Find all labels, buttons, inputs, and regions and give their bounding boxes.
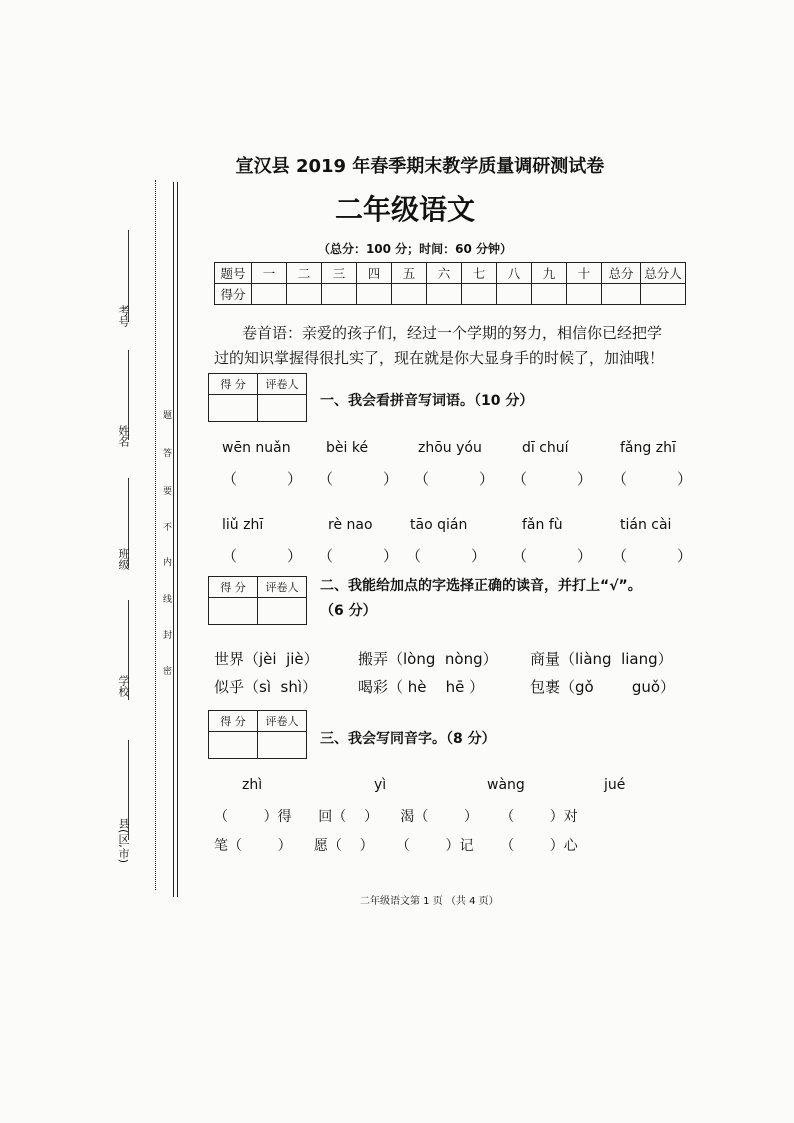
seal-char: 线 xyxy=(161,594,171,603)
section-3-title: 三、我会写同音字。（8 分） xyxy=(320,731,496,747)
homophone-row-1[interactable]: （ ）得 回（ ） 渴（ ） （ ）对 xyxy=(214,809,578,825)
score-cell xyxy=(209,732,258,759)
page-footer: 二年级语文第 1 页 （共 4 页） xyxy=(360,896,499,907)
reading-item[interactable]: 商量（liàng liang） xyxy=(530,650,673,668)
paren: （ xyxy=(414,470,430,488)
paren: （ xyxy=(612,470,628,488)
seal-line xyxy=(155,180,156,890)
homophone-row-2[interactable]: 笔（ ） 愿（ ） （ ）记 （ ）心 xyxy=(214,838,578,854)
class-label: 班级 xyxy=(117,548,130,570)
grader-cell xyxy=(258,598,307,625)
paren: ） xyxy=(577,470,593,488)
paren: （ xyxy=(222,547,238,565)
section-2-points: （6 分） xyxy=(320,603,377,619)
seal-char: 要 xyxy=(161,486,171,495)
col-header: 总分人 xyxy=(641,263,686,284)
grade-box-3 xyxy=(208,710,307,759)
pinyin: bèi ké xyxy=(326,440,369,456)
paren: ） xyxy=(383,470,399,488)
answer-blank[interactable] xyxy=(612,468,692,489)
col-header: 七 xyxy=(462,263,497,284)
score-cell xyxy=(252,284,287,305)
col-header: 三 xyxy=(322,263,357,284)
name-label: 姓名 xyxy=(117,425,130,447)
score-cell xyxy=(602,284,641,305)
paren: （ xyxy=(612,547,628,565)
paren: ） xyxy=(677,547,693,565)
answer-blank[interactable] xyxy=(512,468,592,489)
reading-item[interactable]: 包裹（gǒ guǒ） xyxy=(530,678,676,696)
grader-label: 评卷人 xyxy=(258,711,307,732)
score-cell xyxy=(209,598,258,625)
paren: ） xyxy=(479,470,495,488)
pinyin: tián cài xyxy=(620,517,672,533)
section-2-title: 二、我能给加点的字选择正确的读音，并打上“√”。 xyxy=(320,578,642,594)
grader-label: 评卷人 xyxy=(258,577,307,598)
reading-item[interactable]: 喝彩（ hè hē ） xyxy=(358,678,485,696)
paren: （ xyxy=(318,470,334,488)
intro-line-2: 过的知识掌握得很扎实了，现在就是你大显身手的时候了，加油哦！ xyxy=(214,349,665,367)
score-cell xyxy=(287,284,322,305)
paren: ） xyxy=(287,470,303,488)
score-cell xyxy=(322,284,357,305)
grader-cell xyxy=(258,395,307,422)
score-cell xyxy=(462,284,497,305)
paren: （ xyxy=(406,547,422,565)
score-cell xyxy=(567,284,602,305)
col-header: 十 xyxy=(567,263,602,284)
paren: （ xyxy=(318,547,334,565)
pinyin: wēn nuǎn xyxy=(222,440,291,456)
section-1-title: 一、我会看拼音写词语。（10 分） xyxy=(320,393,534,409)
exam-title: 宣汉县 2019 年春季期末教学质量调研测试卷 xyxy=(235,156,605,177)
subject-title: 二年级语文 xyxy=(334,193,475,226)
intro-line-1: 卷首语：亲爱的孩子们，经过一个学期的努力，相信你已经把学 xyxy=(242,324,663,342)
pinyin: liǔ zhī xyxy=(222,517,264,533)
seal-char: 题 xyxy=(161,410,171,419)
score-table xyxy=(214,262,686,305)
score-cell xyxy=(357,284,392,305)
binding-bar xyxy=(173,182,178,897)
score-cell xyxy=(427,284,462,305)
answer-blank[interactable] xyxy=(414,468,494,489)
score-label: 得 分 xyxy=(209,577,258,598)
col-header: 九 xyxy=(532,263,567,284)
seal-char: 不 xyxy=(161,522,171,531)
pinyin: fǎng zhī xyxy=(620,440,676,456)
pinyin: jué xyxy=(604,777,626,793)
seal-char: 封 xyxy=(161,630,171,639)
col-header: 一 xyxy=(252,263,287,284)
pinyin: zhōu yóu xyxy=(418,440,482,456)
pinyin: tāo qián xyxy=(410,517,468,533)
reading-item[interactable]: 世界（jèi jiè） xyxy=(214,650,319,668)
answer-blank[interactable] xyxy=(512,545,592,566)
score-label: 得 分 xyxy=(209,374,258,395)
paren: （ xyxy=(512,547,528,565)
grade-box-1 xyxy=(208,373,307,422)
col-header: 二 xyxy=(287,263,322,284)
pinyin: rè nao xyxy=(328,517,373,533)
row-header: 得分 xyxy=(215,284,252,305)
paren: ） xyxy=(287,547,303,565)
grader-cell xyxy=(258,732,307,759)
pinyin: dī chuí xyxy=(522,440,569,456)
grader-label: 评卷人 xyxy=(258,374,307,395)
score-cell xyxy=(392,284,427,305)
paren: ） xyxy=(383,547,399,565)
answer-blank[interactable] xyxy=(222,468,302,489)
reading-item[interactable]: 似乎（sì shì） xyxy=(214,678,318,696)
col-header: 五 xyxy=(392,263,427,284)
seal-char: 密 xyxy=(161,666,171,675)
answer-blank[interactable] xyxy=(222,545,302,566)
score-cell xyxy=(532,284,567,305)
score-cell xyxy=(497,284,532,305)
paren: ） xyxy=(577,547,593,565)
school-label: 学校 xyxy=(117,675,130,697)
reading-item[interactable]: 搬弄（lòng nòng） xyxy=(358,650,498,668)
col-header: 总分 xyxy=(602,263,641,284)
seal-char: 内 xyxy=(161,557,171,566)
answer-blank[interactable] xyxy=(612,545,692,566)
paren: ） xyxy=(471,547,487,565)
pinyin: fǎn fù xyxy=(522,517,563,533)
answer-blank[interactable] xyxy=(318,468,398,489)
col-header: 四 xyxy=(357,263,392,284)
paren: （ xyxy=(512,470,528,488)
county-label: 县(区,市) xyxy=(117,818,130,864)
paren: ） xyxy=(677,470,693,488)
grade-box-2 xyxy=(208,576,307,625)
answer-blank[interactable] xyxy=(318,545,398,566)
exam-meta: （总分：100 分；时间：60 分钟） xyxy=(317,242,513,256)
seal-char: 答 xyxy=(161,448,171,457)
pinyin: wàng xyxy=(487,777,525,793)
score-cell xyxy=(641,284,686,305)
row-header: 题号 xyxy=(215,263,252,284)
score-label: 得 分 xyxy=(209,711,258,732)
pinyin: yì xyxy=(374,777,387,793)
col-header: 六 xyxy=(427,263,462,284)
pinyin: zhì xyxy=(242,777,263,793)
col-header: 八 xyxy=(497,263,532,284)
score-cell xyxy=(209,395,258,422)
paren: （ xyxy=(222,470,238,488)
answer-blank[interactable] xyxy=(406,545,486,566)
exam-number-label: 考号 xyxy=(117,305,130,327)
